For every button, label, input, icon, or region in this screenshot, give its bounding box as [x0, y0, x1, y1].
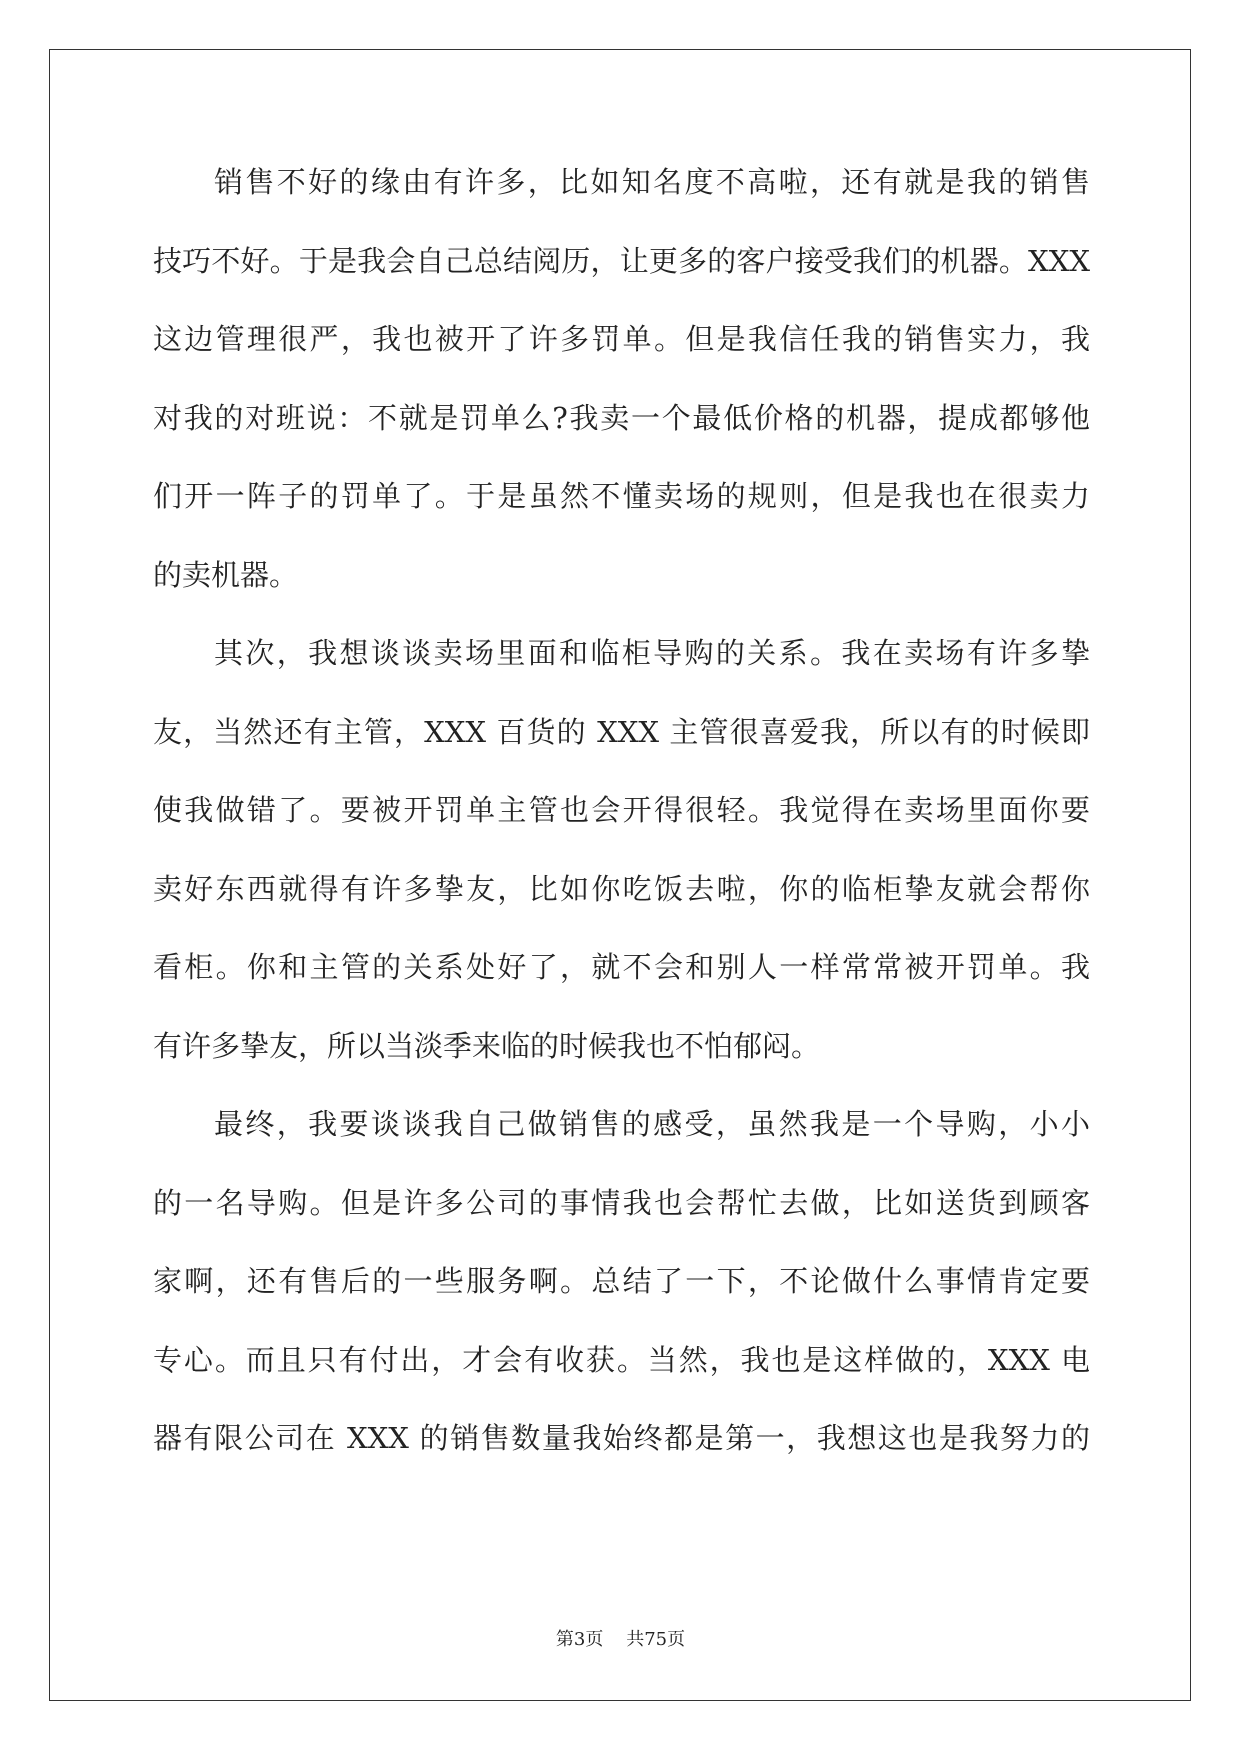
- paragraph-2-line-6: 有许多挚友，所以当淡季来临的时候我也不怕郁闷。: [153, 1028, 821, 1063]
- paragraph-1-line-4: 对我的对班说：不就是罚单么?我卖一个最低价格的机器，提成都够他: [153, 400, 1090, 435]
- paragraph-1-line-1: 销售不好的缘由有许多，比如知名度不高啦，还有就是我的销售: [214, 165, 1090, 199]
- document-body: [153, 162, 1090, 1497]
- paragraph-3-line-1: 最终，我要谈谈我自己做销售的感受，虽然我是一个导购，小小: [214, 1107, 1090, 1141]
- paragraph-2-line-4: 卖好东西就得有许多挚友，比如你吃饭去啦，你的临柜挚友就会帮你: [153, 871, 1090, 906]
- paragraph-1-line-3: 这边管理很严，我也被开了许多罚单。但是我信任我的销售实力，我: [153, 322, 1090, 356]
- paragraph-1-line-6: 的卖机器。: [153, 557, 299, 592]
- paragraph-1-line-2: 技巧不好。于是我会自己总结阅历，让更多的客户接受我们的机器。XXX: [153, 243, 1090, 278]
- page-footer: [0, 1625, 1241, 1651]
- paragraph-3-line-5: 器有限公司在 XXX 的销售数量我始终都是第一，我想这也是我努力的: [153, 1421, 1090, 1455]
- paragraph-2-line-1: 其次，我想谈谈卖场里面和临柜导购的关系。我在卖场有许多挚: [214, 636, 1090, 670]
- paragraph-3-line-2: 的一名导购。但是许多公司的事情我也会帮忙去做，比如送货到顾客: [153, 1185, 1090, 1220]
- page-number-label: 第3页 共75页: [555, 1629, 686, 1650]
- paragraph-3-line-4: 专心。而且只有付出，才会有收获。当然，我也是这样做的，XXX 电: [153, 1342, 1090, 1377]
- paragraph-1-line-5: 们开一阵子的罚单了。于是虽然不懂卖场的规则，但是我也在很卖力: [153, 479, 1090, 513]
- paragraph-2-line-3: 使我做错了。要被开罚单主管也会开得很轻。我觉得在卖场里面你要: [153, 793, 1090, 827]
- paragraph-2-line-2: 友，当然还有主管，XXX 百货的 XXX 主管很喜爱我，所以有的时候即: [153, 714, 1090, 749]
- paragraph-2-line-5: 看柜。你和主管的关系处好了，就不会和别人一样常常被开罚单。我: [153, 950, 1090, 984]
- paragraph-3-line-3: 家啊，还有售后的一些服务啊。总结了一下，不论做什么事情肯定要: [153, 1264, 1090, 1298]
